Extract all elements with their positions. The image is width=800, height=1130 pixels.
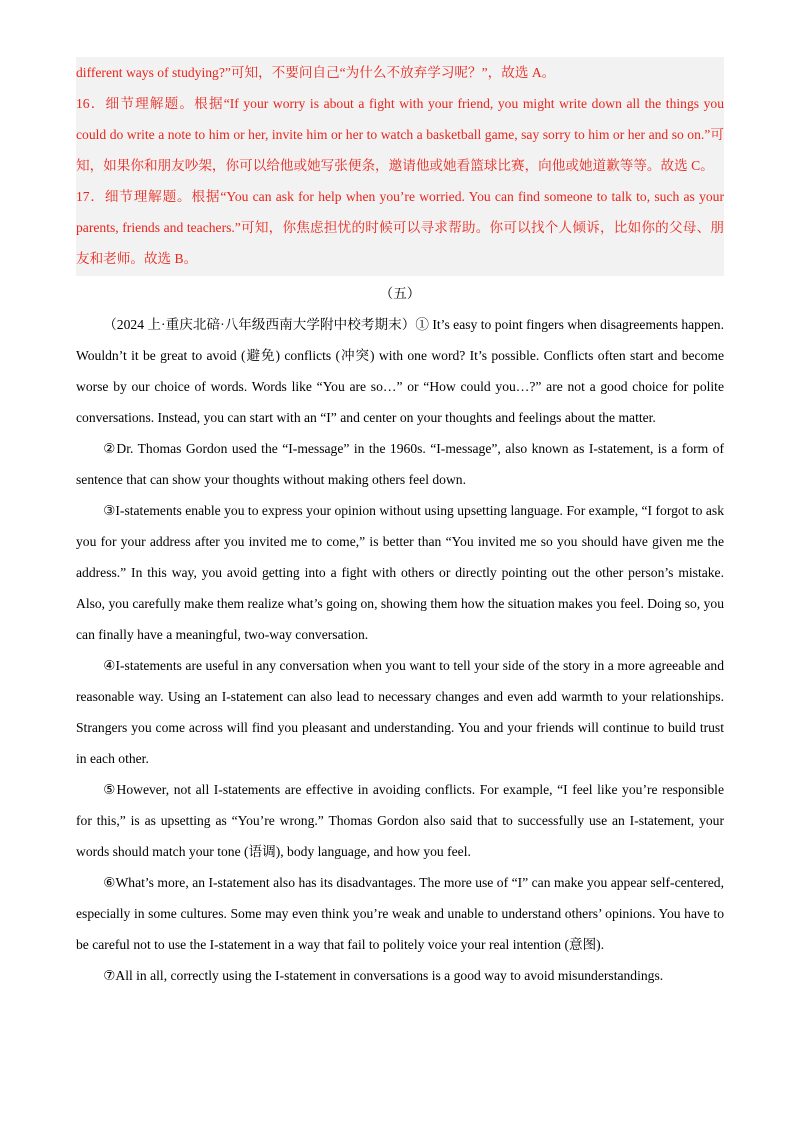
answer-16: 16．细节理解题。根据“If your worry is about a fight with your friend, you might write down all the things you could do write a note to him or her, invite him or her to watch a basketball game, say sorry to him or her and so on.”可知，如果你和朋友吵架，你可以给他或她写张便条，邀请他或她看篮球比赛，向他或她道歉等等。故选 C。 — [76, 96, 724, 173]
paragraph-5: ⑤However, not all I-statements are effective in avoiding conflicts. For example, “I feel like you’re responsible for this,” is as upsetting as “You’re wrong.” Thomas Gordon also said that to successfully use an I-statement, your words should match your tone (语调), body language, and how you feel. — [76, 782, 724, 859]
paragraph-4: ④I-statements are useful in any conversation when you want to tell your side of the story in a more agreeable and reasonable way. Using an I-statement can also lead to necessary changes and even add warmth to your relationships. Strangers you come across will find you pleasant and understanding. You and your friends will continue to build trust in each other. — [76, 658, 724, 766]
answer-explanations — [76, 57, 724, 276]
document-page — [76, 57, 724, 991]
paragraph-3: ③I-statements enable you to express your opinion without using upsetting language. For example, “I forgot to ask you for your address after you invited me to come,” is better than “You invited me so you should have given me the address.” In this way, you avoid getting into a fight with others or directly pointing out the other person’s mistake. Also, you carefully make them realize what’s going on, showing them how the situation makes you feel. Doing so, you can finally have a meaningful, two-way conversation. — [76, 503, 724, 642]
answer-15-tail: different ways of studying?”可知，不要问自己“为什么不放弃学习呢？”，故选 A。 — [76, 65, 556, 80]
paragraph-6: ⑥What’s more, an I-statement also has its disadvantages. The more use of “I” can make you appear self-centered, especially in some cultures. Some may even think you’re weak and unable to understand others’ opinions. You have to be careful not to use the I-statement in a way that fail to politely voice your real intention (意图). — [76, 875, 724, 952]
paragraph-1: （2024 上·重庆北碚·八年级西南大学附中校考期末）① It’s easy to point fingers when disagreements happen. Wouldn’t it be great to avoid (避免) conflicts (冲突) with one word? It’s possible. Conflicts often start and become worse by our choice of words. Words like “You are so…” or “How could you…?” are not a good choice for polite conversations. Instead, you can start with an “I” and center on your thoughts and feelings about the matter. — [76, 317, 724, 425]
paragraph-2: ②Dr. Thomas Gordon used the “I-message” in the 1960s. “I-message”, also known as I-statement, is a form of sentence that can show your thoughts without making others feel down. — [76, 441, 724, 487]
answer-17: 17．细节理解题。根据“You can ask for help when you’re worried. You can find someone to talk to, such as your parents, friends and teachers.”可知，你焦虑担忧的时候可以寻求帮助。你可以找个人倾诉，比如你的父母、朋友和老师。故选 B。 — [76, 189, 724, 266]
section-title: （五） — [379, 286, 421, 301]
paragraph-7: ⑦All in all, correctly using the I-statement in conversations is a good way to avoid misunderstandings. — [103, 968, 664, 983]
